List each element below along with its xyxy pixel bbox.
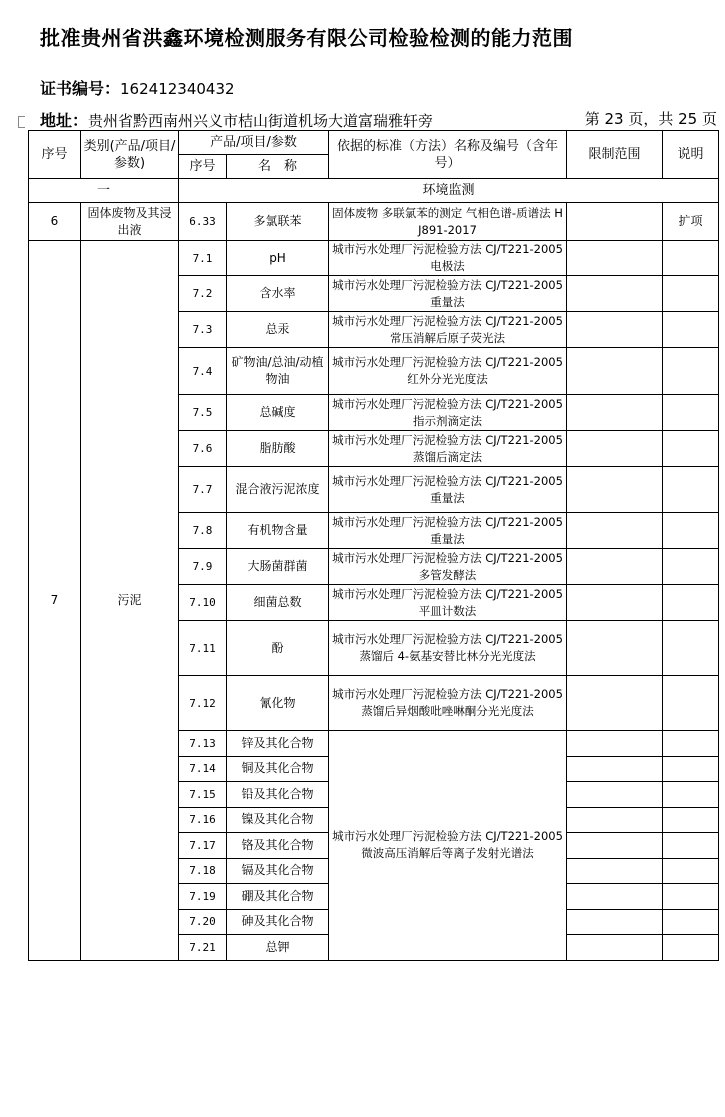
item-note — [663, 467, 719, 513]
scope-table — [28, 130, 719, 961]
item-limit — [567, 858, 663, 884]
item-standard: 城市污水处理厂污泥检验方法 CJ/T221-2005 蒸馏后滴定法 — [329, 431, 567, 467]
item-note — [663, 585, 719, 621]
item-no: 7.19 — [179, 884, 227, 910]
table-row — [29, 241, 719, 276]
item-no: 7.12 — [179, 676, 227, 731]
item-limit — [567, 585, 663, 621]
group-no: 7 — [29, 241, 81, 961]
item-name: 氰化物 — [227, 676, 329, 731]
item-note: 扩项 — [663, 203, 719, 241]
item-note — [663, 756, 719, 782]
item-name: 多氯联苯 — [227, 203, 329, 241]
item-limit — [567, 467, 663, 513]
item-no: 7.20 — [179, 909, 227, 935]
item-no: 7.17 — [179, 833, 227, 859]
item-name: 总汞 — [227, 312, 329, 348]
item-note — [663, 241, 719, 276]
header-name: 名 称 — [227, 155, 329, 179]
item-note — [663, 807, 719, 833]
item-standard: 城市污水处理厂污泥检验方法 CJ/T221-2005 蒸馏后异烟酸吡唑啉酮分光光度法 — [329, 676, 567, 731]
item-no: 7.18 — [179, 858, 227, 884]
item-name: 铅及其化合物 — [227, 782, 329, 808]
item-no: 7.13 — [179, 731, 227, 757]
item-standard: 城市污水处理厂污泥检验方法 CJ/T221-2005 平皿计数法 — [329, 585, 567, 621]
item-limit — [567, 833, 663, 859]
item-standard: 城市污水处理厂污泥检验方法 CJ/T221-2005 指示剂滴定法 — [329, 395, 567, 431]
item-limit — [567, 731, 663, 757]
header-note: 说明 — [663, 131, 719, 179]
item-limit — [567, 909, 663, 935]
item-limit — [567, 513, 663, 549]
item-note — [663, 395, 719, 431]
item-limit — [567, 549, 663, 585]
item-no: 7.10 — [179, 585, 227, 621]
group-no: 6 — [29, 203, 81, 241]
item-limit — [567, 935, 663, 961]
page-indicator: 第 23 页，共 25 页 — [584, 110, 717, 128]
item-name: 含水率 — [227, 276, 329, 312]
item-limit — [567, 807, 663, 833]
item-limit — [567, 782, 663, 808]
item-note — [663, 513, 719, 549]
item-no: 7.11 — [179, 621, 227, 676]
item-limit — [567, 884, 663, 910]
item-name: 细菌总数 — [227, 585, 329, 621]
item-name: 硼及其化合物 — [227, 884, 329, 910]
address-label: 地址： — [40, 111, 89, 130]
certificate-label: 证书编号： — [40, 79, 121, 98]
item-note — [663, 935, 719, 961]
header-sub-no: 序号 — [179, 155, 227, 179]
item-standard: 城市污水处理厂污泥检验方法 CJ/T221-2005 常压消解后原子荧光法 — [329, 312, 567, 348]
item-name: 砷及其化合物 — [227, 909, 329, 935]
header-category: 类别(产品/项目/参数) — [81, 131, 179, 179]
item-no: 7.9 — [179, 549, 227, 585]
header-no: 序号 — [29, 131, 81, 179]
item-no: 7.16 — [179, 807, 227, 833]
item-name: 有机物含量 — [227, 513, 329, 549]
item-no: 7.5 — [179, 395, 227, 431]
item-note — [663, 276, 719, 312]
item-no: 7.15 — [179, 782, 227, 808]
item-name: 总碱度 — [227, 395, 329, 431]
item-no: 7.2 — [179, 276, 227, 312]
section-name: 环境监测 — [179, 179, 719, 203]
item-note — [663, 858, 719, 884]
item-standard: 城市污水处理厂污泥检验方法 CJ/T221-2005 重量法 — [329, 513, 567, 549]
item-name: 酚 — [227, 621, 329, 676]
item-standard: 城市污水处理厂污泥检验方法 CJ/T221-2005 电极法 — [329, 241, 567, 276]
metals-standard: 城市污水处理厂污泥检验方法 CJ/T221-2005 微波高压消解后等离子发射光谱法 — [329, 731, 567, 961]
item-note — [663, 782, 719, 808]
item-note — [663, 909, 719, 935]
item-no: 7.3 — [179, 312, 227, 348]
item-limit — [567, 431, 663, 467]
item-no: 7.1 — [179, 241, 227, 276]
item-limit — [567, 241, 663, 276]
item-name: 铜及其化合物 — [227, 756, 329, 782]
item-standard: 城市污水处理厂污泥检验方法 CJ/T221-2005 重量法 — [329, 276, 567, 312]
item-no: 7.7 — [179, 467, 227, 513]
section-row — [29, 179, 719, 203]
item-note — [663, 431, 719, 467]
item-limit — [567, 395, 663, 431]
item-no: 7.21 — [179, 935, 227, 961]
group-category: 固体废物及其浸出液 — [81, 203, 179, 241]
item-no: 7.8 — [179, 513, 227, 549]
item-name: 脂肪酸 — [227, 431, 329, 467]
table-row — [29, 203, 719, 241]
item-name: 总钾 — [227, 935, 329, 961]
item-limit — [567, 348, 663, 395]
header-limit: 限制范围 — [567, 131, 663, 179]
item-limit — [567, 203, 663, 241]
header-product: 产品/项目/参数 — [179, 131, 329, 155]
item-standard: 城市污水处理厂污泥检验方法 CJ/T221-2005 蒸馏后 4-氨基安替比林分光光度法 — [329, 621, 567, 676]
item-note — [663, 731, 719, 757]
margin-mark — [18, 116, 25, 128]
item-note — [663, 348, 719, 395]
item-no: 7.14 — [179, 756, 227, 782]
certificate-value: 162412340432 — [120, 80, 235, 98]
item-no: 7.4 — [179, 348, 227, 395]
certificate-number — [40, 76, 235, 99]
item-limit — [567, 676, 663, 731]
item-name: 大肠菌群菌 — [227, 549, 329, 585]
item-limit — [567, 621, 663, 676]
item-note — [663, 833, 719, 859]
item-name: pH — [227, 241, 329, 276]
address-value: 贵州省黔西南州兴义市桔山街道机场大道富瑞雅轩旁 — [88, 112, 434, 130]
item-name: 矿物油/总油/动植物油 — [227, 348, 329, 395]
item-standard: 城市污水处理厂污泥检验方法 CJ/T221-2005 多管发酵法 — [329, 549, 567, 585]
header-row-1 — [29, 131, 719, 155]
sludge-group — [29, 241, 719, 961]
item-no: 7.6 — [179, 431, 227, 467]
address-line — [40, 108, 717, 131]
item-standard: 城市污水处理厂污泥检验方法 CJ/T221-2005 重量法 — [329, 467, 567, 513]
item-note — [663, 884, 719, 910]
item-limit — [567, 756, 663, 782]
group-category: 污泥 — [81, 241, 179, 961]
item-no: 6.33 — [179, 203, 227, 241]
item-note — [663, 676, 719, 731]
item-name: 铬及其化合物 — [227, 833, 329, 859]
section-no: 一 — [29, 179, 179, 203]
header-standard: 依据的标准（方法）名称及编号（含年号） — [329, 131, 567, 179]
item-name: 镍及其化合物 — [227, 807, 329, 833]
item-name: 锌及其化合物 — [227, 731, 329, 757]
item-note — [663, 312, 719, 348]
item-note — [663, 549, 719, 585]
item-limit — [567, 276, 663, 312]
item-name: 镉及其化合物 — [227, 858, 329, 884]
item-note — [663, 621, 719, 676]
page-title: 批准贵州省洪鑫环境检测服务有限公司检验检测的能力范围 — [40, 26, 573, 50]
item-standard: 城市污水处理厂污泥检验方法 CJ/T221-2005 红外分光光度法 — [329, 348, 567, 395]
item-limit — [567, 312, 663, 348]
item-name: 混合液污泥浓度 — [227, 467, 329, 513]
item-standard: 固体废物 多联氯苯的测定 气相色谱-质谱法 HJ891-2017 — [329, 203, 567, 241]
